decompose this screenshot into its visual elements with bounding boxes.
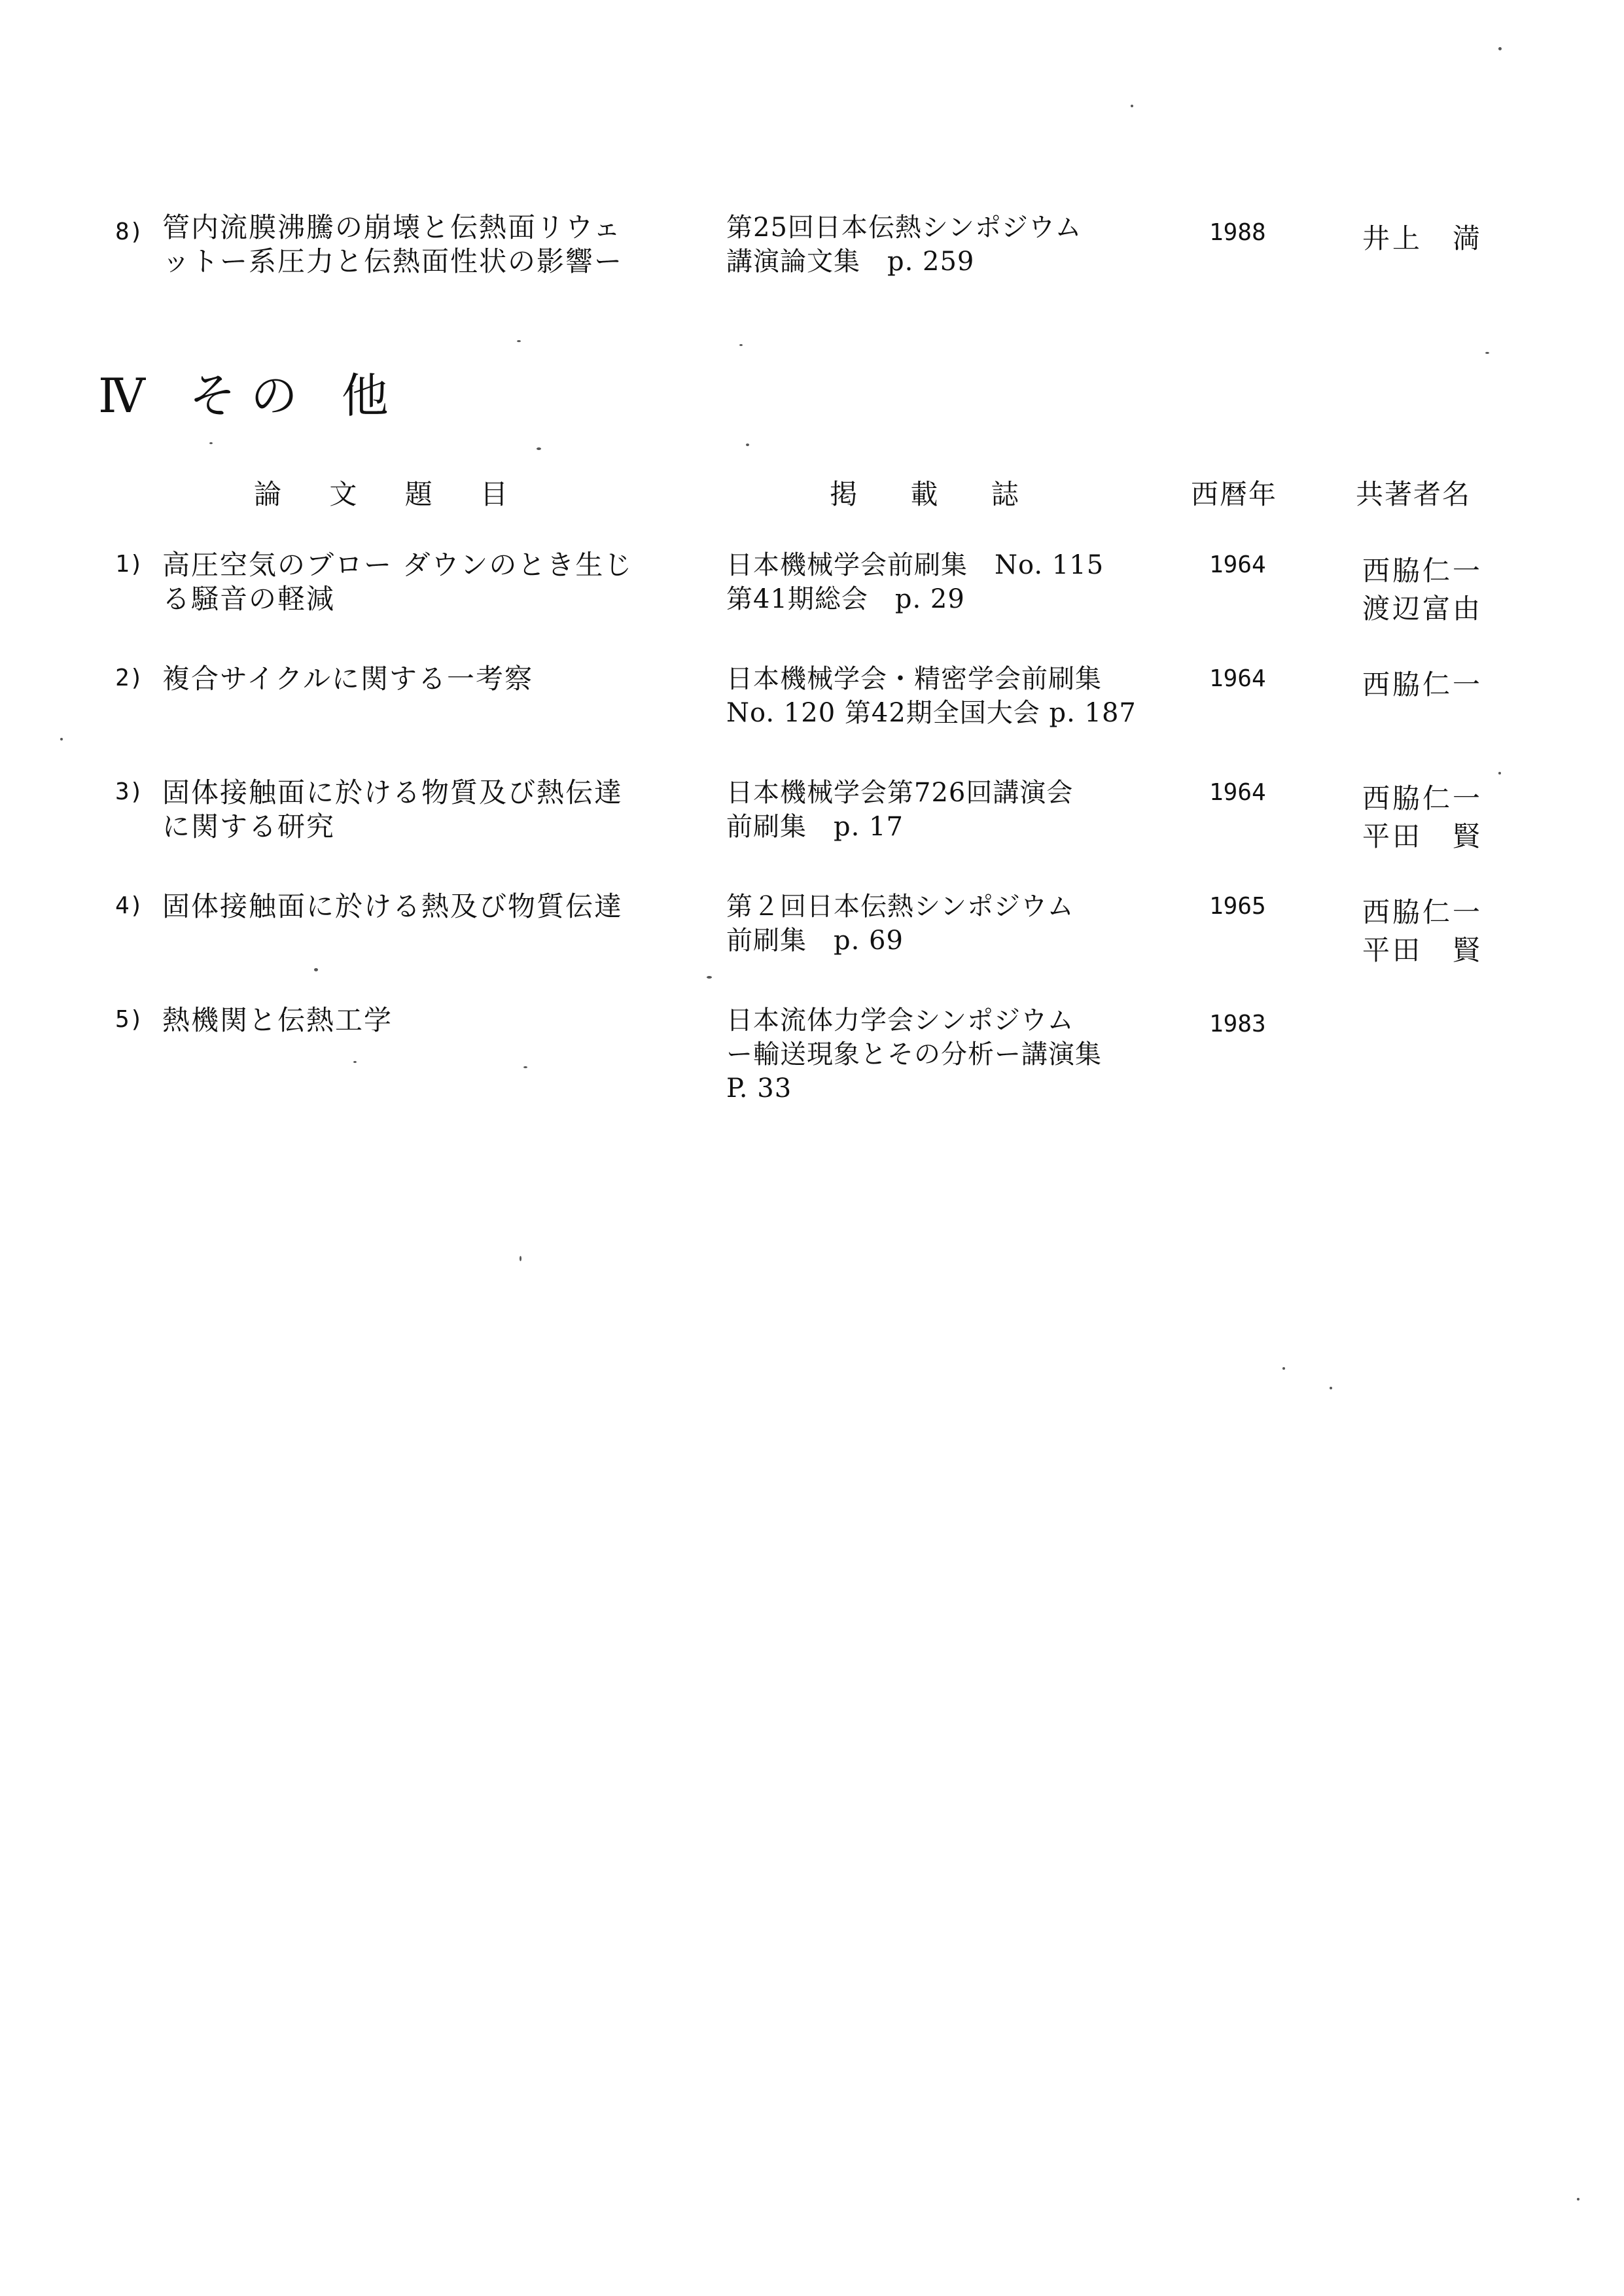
entry-journal-line: 日本機械学会前刷集 No. 115 — [726, 550, 1104, 580]
entry-title — [162, 211, 660, 279]
entry-authors — [1362, 780, 1483, 856]
entry-title — [162, 662, 660, 696]
entry-number: 4) — [115, 892, 144, 919]
entry-author: 井上 満 — [1362, 222, 1483, 254]
entry-authors — [1362, 666, 1483, 704]
entry-journal-line: ー輸送現象とその分析ー講演集 — [726, 1039, 1102, 1070]
entry-journal-line: 第25回日本伝熱シンポジウム — [726, 213, 1082, 243]
entry-title — [162, 1003, 660, 1037]
entry-author: 西脇仁一 — [1362, 896, 1483, 928]
entry-journal-line: 前刷集 p. 17 — [726, 812, 904, 842]
entry-journal-line: 第２回日本伝熱シンポジウム — [726, 892, 1074, 922]
entry-authors — [1362, 220, 1483, 258]
entry-journal-line: 日本機械学会・精密学会前刷集 — [726, 664, 1102, 694]
entry-title — [162, 776, 660, 844]
entry-journal-line: No. 120 第42期全国大会 p. 187 — [726, 698, 1137, 728]
entry-year: 1988 — [1209, 219, 1266, 246]
scan-speck — [707, 976, 712, 979]
entry-title — [162, 548, 660, 616]
entry-journal — [726, 1003, 1197, 1105]
entry-journal-line: 日本流体力学会シンポジウム — [726, 1005, 1074, 1035]
scan-speck — [209, 442, 213, 444]
scan-speck — [520, 1256, 521, 1261]
entry-title-line: る騒音の軽減 — [162, 583, 336, 615]
entry-year: 1983 — [1209, 1011, 1266, 1037]
entry-number: 5) — [115, 1006, 144, 1033]
entry-year: 1965 — [1209, 893, 1266, 920]
scan-speck — [739, 344, 743, 346]
entry-journal-line: 日本機械学会第726回講演会 — [726, 778, 1074, 808]
scan-speck — [537, 447, 541, 450]
scan-speck — [353, 1061, 357, 1063]
scan-speck — [523, 1066, 527, 1068]
entry-journal-line: 講演論文集 p. 259 — [726, 247, 975, 277]
scan-speck — [517, 340, 521, 342]
entry-year: 1964 — [1209, 779, 1266, 806]
entry-year: 1964 — [1209, 665, 1266, 692]
scan-speck — [314, 968, 318, 971]
entry-author: 西脇仁一 — [1362, 782, 1483, 814]
scan-speck — [746, 444, 749, 446]
scan-speck — [1498, 772, 1501, 774]
entry-journal-line: 第41期総会 p. 29 — [726, 584, 965, 614]
entry-author: 渡辺富由 — [1362, 593, 1483, 625]
entry-author: 平田 賢 — [1362, 820, 1483, 852]
entry-author: 西脇仁一 — [1362, 555, 1483, 587]
entry-journal — [726, 211, 1197, 279]
entry-number: 2) — [115, 665, 144, 691]
column-header-title: 論 文 題 目 — [254, 478, 528, 510]
scan-speck — [1282, 1367, 1285, 1370]
column-header-authors: 共著者名 — [1356, 478, 1472, 510]
entry-title-line: 熱機関と伝熱工学 — [162, 1004, 393, 1036]
entry-journal-line: P. 33 — [726, 1073, 792, 1104]
scan-speck — [1330, 1387, 1332, 1389]
scan-speck — [1131, 105, 1133, 107]
entry-journal — [726, 776, 1197, 844]
entry-number: 3) — [115, 778, 144, 805]
scan-speck — [60, 738, 63, 740]
entry-title-line: 複合サイクルに関する一考察 — [162, 663, 533, 695]
entry-journal — [726, 662, 1197, 730]
entry-number: 1) — [115, 551, 144, 578]
entry-author: 西脇仁一 — [1362, 669, 1483, 701]
entry-journal-line: 前刷集 p. 69 — [726, 926, 904, 956]
entry-author: 平田 賢 — [1362, 934, 1483, 966]
entry-year: 1964 — [1209, 551, 1266, 578]
entry-title-line: 固体接触面に於ける熱及び物質伝達 — [162, 890, 624, 922]
entry-number: 8) — [115, 218, 144, 245]
entry-title-line: 固体接触面に於ける物質及び熱伝達 — [162, 776, 624, 809]
column-header-journal: 掲 載 誌 — [830, 478, 1041, 510]
entry-authors — [1362, 552, 1483, 628]
entry-journal — [726, 548, 1197, 616]
entry-title-line: に関する研究 — [162, 810, 336, 843]
section-heading: Ⅳ その 他 — [98, 368, 403, 423]
entry-journal — [726, 890, 1197, 958]
entry-title-line: 高圧空気のブロー ダウンのとき生じ — [162, 549, 633, 581]
scan-speck — [1485, 352, 1489, 354]
entry-title-line: ットー系圧力と伝熱面性状の影響ー — [162, 245, 624, 277]
entry-authors — [1362, 894, 1483, 969]
entry-title-line: 管内流膜沸騰の崩壊と伝熱面リウェ — [162, 211, 622, 243]
scan-speck — [1577, 2198, 1580, 2200]
scan-speck — [1498, 47, 1502, 50]
entry-title — [162, 890, 660, 924]
column-header-year: 西暦年 — [1191, 478, 1278, 510]
